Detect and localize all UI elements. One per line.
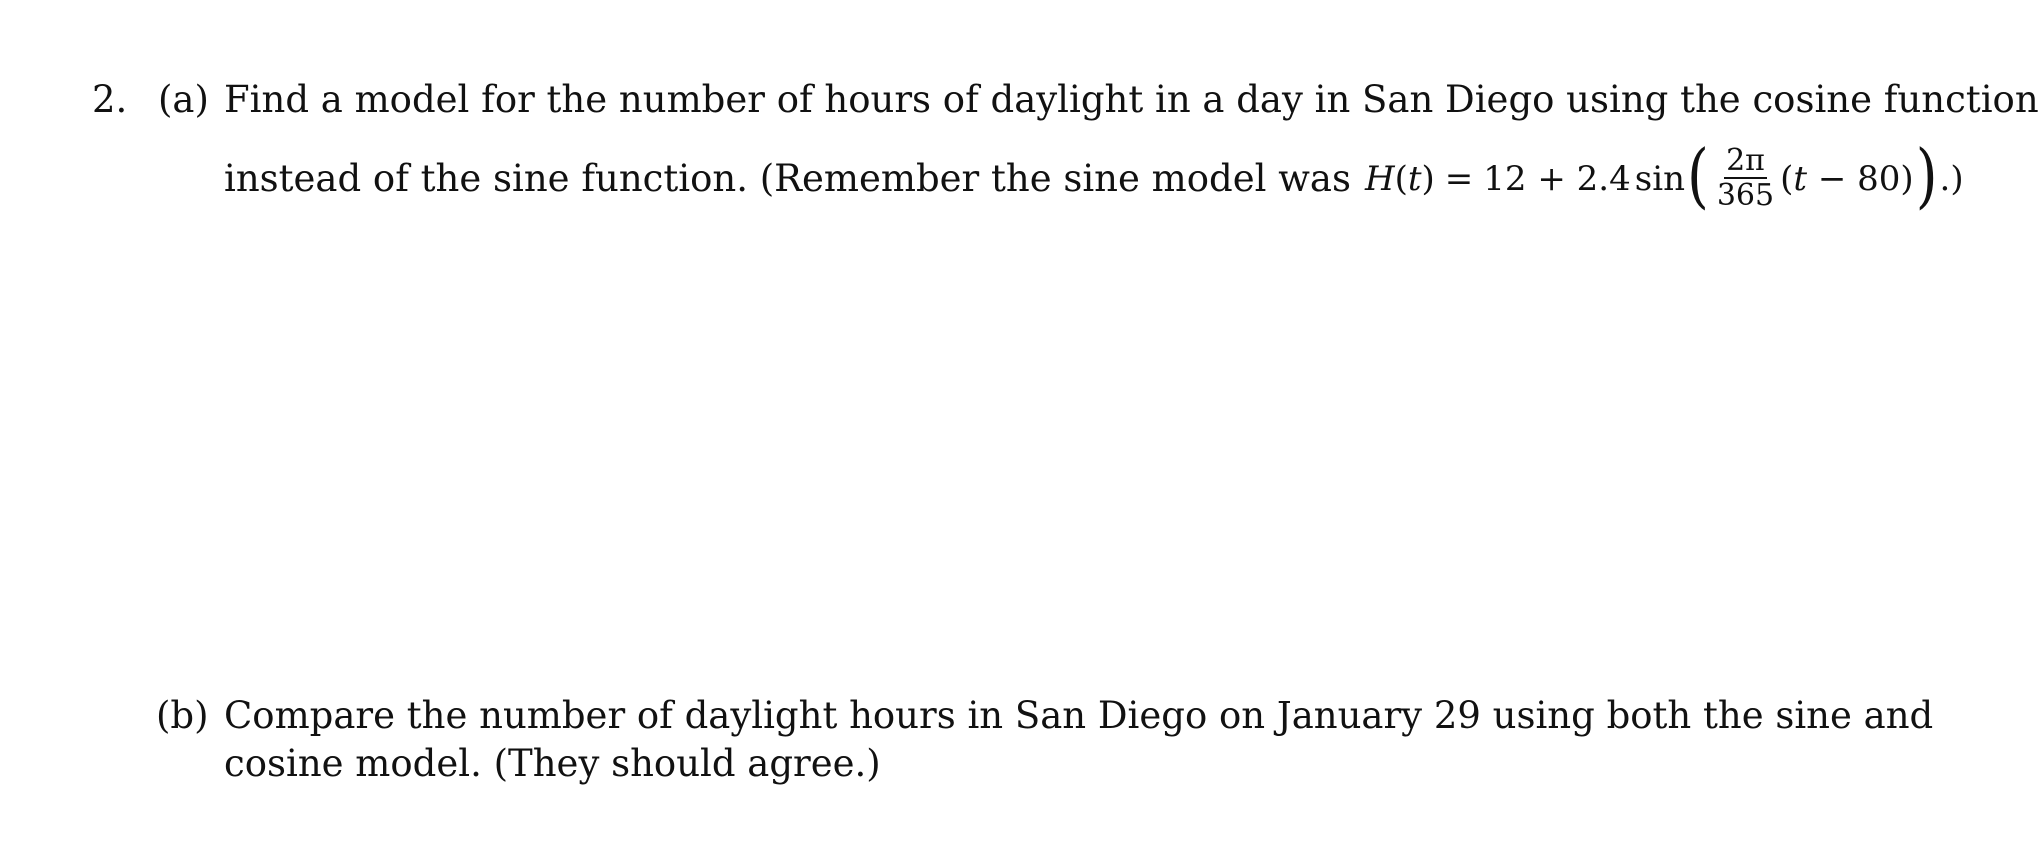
formula-lhs-var: H [1364,159,1395,199]
part-a-line-2 [224,135,1964,219]
formula-fraction-numerator: 2π [1726,143,1765,178]
part-b-line-1 [224,692,1934,740]
formula-lhs-open: ( [1394,159,1408,199]
part-b-label: (b) [156,694,209,737]
formula-equals: = [1444,159,1474,199]
formula-big-close-paren: ) [1915,135,1938,217]
part-a-line-2-text: instead of the sine function. (Remember the sine model was [224,157,1351,200]
problem-number: 2. [92,78,128,121]
formula-inner-open: ( [1780,159,1794,199]
formula-trailing: .) [1939,159,1964,199]
formula-func: sin [1634,159,1685,199]
formula-fraction [1715,145,1776,213]
part-a-line-1 [224,76,2039,124]
formula-inner-var: t [1793,159,1808,199]
part-a-label: (a) [158,78,209,121]
formula-inner-rest: − 80) [1807,159,1914,199]
formula-lhs-close: ) [1421,159,1435,199]
part-b-line-2: cosine model. (They should agree.) [224,742,881,785]
sine-model-formula [1364,135,1964,217]
formula-lhs-arg: t [1407,159,1422,199]
formula-big-open-paren: ( [1686,135,1709,217]
part-a-line-1-text: Find a model for the number of hours of daylight in a day in San Diego using the cosine function [224,78,2039,121]
formula-rhs-prefix: 12 + 2.4 [1483,159,1631,199]
part-b-line-1-text: Compare the number of daylight hours in San Diego on January 29 using both the sine and [224,694,1934,737]
formula-fraction-denominator: 365 [1716,178,1775,213]
